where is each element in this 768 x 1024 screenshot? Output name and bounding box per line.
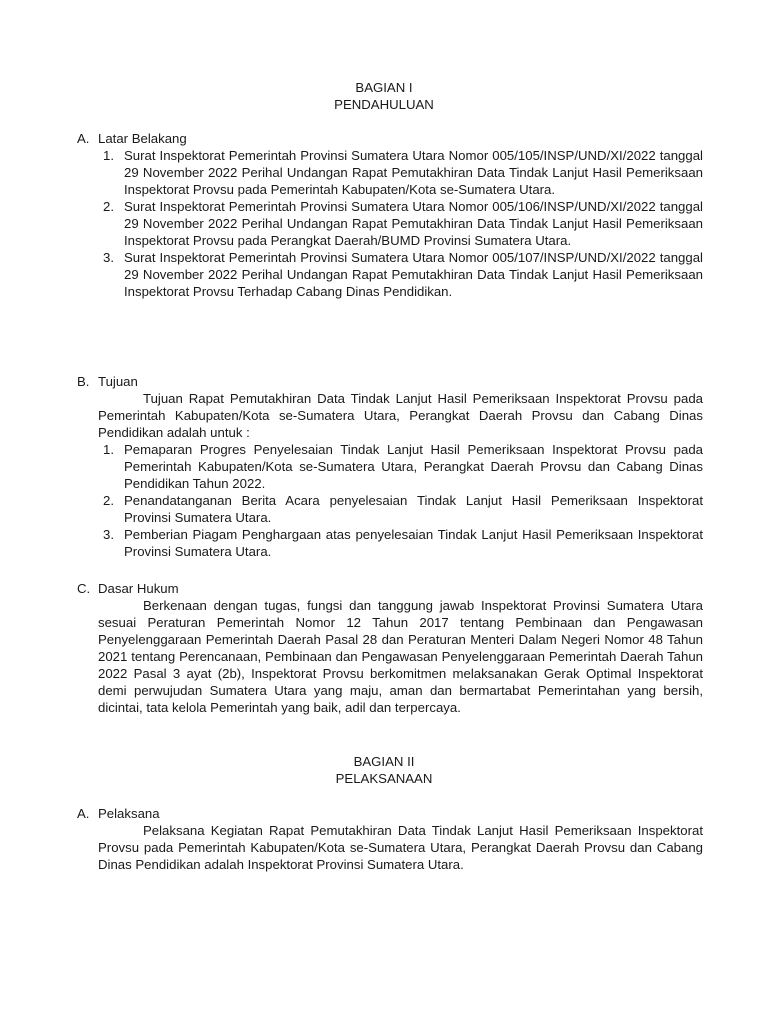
- section-letter: C.: [77, 581, 91, 596]
- list-item-text: Pemberian Piagam Penghargaan atas penyelesaian Tindak Lanjut Hasil Pemeriksaan Inspektorat Provinsi Sumatera Utara.: [124, 527, 703, 559]
- part1-title: BAGIAN I: [355, 80, 413, 95]
- section-heading: Dasar Hukum: [98, 581, 179, 596]
- part2-subtitle: PELAKSANAAN: [335, 771, 433, 786]
- list-item-number: 3.: [103, 527, 114, 542]
- list-item: [103, 441, 703, 492]
- dasar-hukum-body: Berkenaan dengan tugas, fungsi dan tanggung jawab Inspektorat Provinsi Sumatera Utara sesuai Peraturan Pemerintah Nomor 12 Tahun 2017 tentang Pembinaan dan Pengawasan Penyelenggaraan Pemerintah Daerah Pasal 28 dan Peraturan Menteri Dalam Negeri Nomor 48 Tahun 2021 tentang Perencanaan, Pembinaan dan Pengawasan Penyelenggaraan Pemerintah Daerah Tahun 2022 Pasal 3 ayat (2b), Inspektorat Provsu berkomitmen melaksanakan Gerak Optimal Inspektorat demi perwujudan Sumatera Utara yang maju, aman dan bermartabat Pemerintahan yang bersih, dicintai, tata kelola Pemerintah yang baik, adil dan terpercaya.: [98, 598, 703, 715]
- list-item-number: 1.: [103, 148, 114, 163]
- section-heading: Latar Belakang: [98, 131, 187, 146]
- list-item-text: Surat Inspektorat Pemerintah Provinsi Sumatera Utara Nomor 005/107/INSP/UND/XI/2022 tanggal 29 November 2022 Perihal Undangan Rapat Pemutakhiran Data Tindak Lanjut Hasil Pemeriksaan Inspektorat Provsu Terhadap Cabang Dinas Pendidikan.: [124, 250, 703, 299]
- section-c-dasar-hukum: [77, 580, 179, 597]
- latar-belakang-list: [103, 147, 703, 300]
- section-letter: B.: [77, 374, 90, 389]
- part1-subtitle: PENDAHULUAN: [334, 97, 434, 112]
- section-letter: A.: [77, 806, 90, 821]
- section-a-latar-belakang: [77, 130, 187, 147]
- list-item-text: Surat Inspektorat Pemerintah Provinsi Sumatera Utara Nomor 005/106/INSP/UND/XI/2022 tanggal 29 November 2022 Perihal Undangan Rapat Pemutakhiran Data Tindak Lanjut Hasil Pemeriksaan Inspektorat Provsu pada Perangkat Daerah/BUMD Provinsi Sumatera Utara.: [124, 199, 703, 248]
- tujuan-intro: Tujuan Rapat Pemutakhiran Data Tindak Lanjut Hasil Pemeriksaan Inspektorat Provsu pada Pemerintah Kabupaten/Kota se-Sumatera Utara, Perangkat Daerah Provsu dan Cabang Dinas Pendidikan adalah untuk :: [98, 391, 703, 440]
- list-item-number: 1.: [103, 442, 114, 457]
- tujuan-list: [103, 441, 703, 560]
- pelaksana-body: Pelaksana Kegiatan Rapat Pemutakhiran Data Tindak Lanjut Hasil Pemeriksaan Inspektorat Provsu pada Pemerintah Kabupaten/Kota se-Sumatera Utara, Perangkat Daerah Provsu dan Cabang Dinas Pendidikan adalah Inspektorat Provinsi Sumatera Utara.: [98, 823, 703, 872]
- list-item-text: Pemaparan Progres Penyelesaian Tindak Lanjut Hasil Pemeriksaan Inspektorat Provsu pada Pemerintah Kabupaten/Kota se-Sumatera Utara, Perangkat Daerah Provsu dan Cabang Dinas Pendidikan Tahun 2022.: [124, 442, 703, 491]
- list-item: [103, 198, 703, 249]
- list-item-text: Penandatanganan Berita Acara penyelesaian Tindak Lanjut Hasil Pemeriksaan Inspektorat Provinsi Sumatera Utara.: [124, 493, 703, 525]
- list-item-text: Surat Inspektorat Pemerintah Provinsi Sumatera Utara Nomor 005/105/INSP/UND/XI/2022 tanggal 29 November 2022 Perihal Undangan Rapat Pemutakhiran Data Tindak Lanjut Hasil Pemeriksaan Inspektorat Provsu pada Pemerintah Kabupaten/Kota se-Sumatera Utara.: [124, 148, 703, 197]
- section-heading: Pelaksana: [98, 806, 160, 821]
- section-heading: Tujuan: [98, 374, 138, 389]
- part2-title: BAGIAN II: [353, 754, 415, 769]
- list-item-number: 3.: [103, 250, 114, 265]
- section-letter: A.: [77, 131, 90, 146]
- list-item: [103, 249, 703, 300]
- section-b-tujuan: [77, 373, 138, 390]
- list-item: [103, 147, 703, 198]
- section-a-pelaksana: [77, 805, 160, 822]
- list-item: [103, 526, 703, 560]
- list-item-number: 2.: [103, 199, 114, 214]
- list-item-number: 2.: [103, 493, 114, 508]
- list-item: [103, 492, 703, 526]
